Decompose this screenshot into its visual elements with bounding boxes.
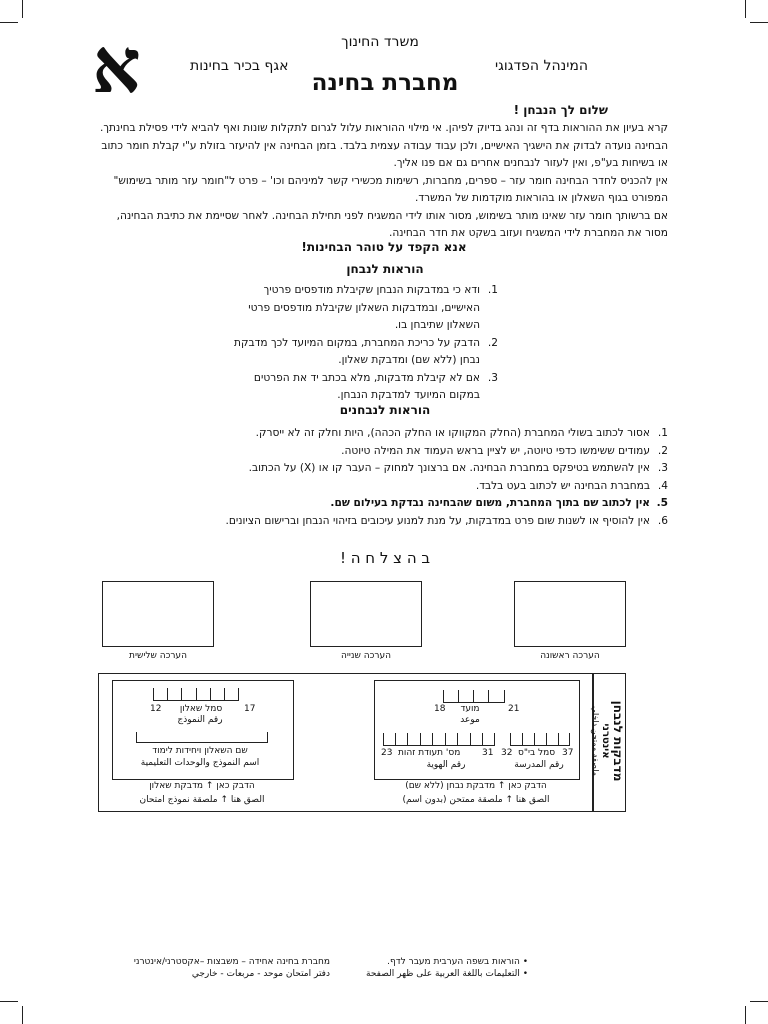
crop-mark — [22, 1006, 23, 1024]
grading-label-first: הערכה ראשונה — [540, 651, 600, 661]
list-item: 1. ודא כי במדבקות הנבחן שקיבלת מודפסים פרטיך האישיים, ובמדבקות השאלון שקיבלת מודפסים פרטי השאלון שתיבחן בו. — [248, 284, 498, 331]
crop-mark — [750, 22, 768, 23]
num-17: 17 — [244, 704, 256, 714]
school-symbol-label: סמל בי"ס — [518, 748, 556, 758]
crop-mark — [0, 1001, 18, 1002]
moed-arabic: موعد — [460, 715, 480, 725]
num-37: 37 — [562, 748, 574, 758]
questionnaire-name-line — [136, 742, 268, 743]
examinee-instructions-list — [230, 282, 498, 405]
id-label: מס' תעודת זהות — [398, 748, 461, 758]
examinee-instructions-title: הוראות לנבחן — [346, 262, 424, 276]
footer-right-hebrew: • הוראות בשפה הערבית מעבר לדף. — [387, 957, 528, 967]
sticker-side-sub: אינטרני — [600, 723, 611, 759]
list-item: 6. אין להוסיף או לשנות שום פרט במדבקות, על מנת למנוע עיכובים בזיהוי הנבחן וברישום הציונים. — [225, 514, 668, 527]
crop-mark — [22, 0, 23, 18]
grading-box-second — [310, 581, 422, 647]
greeting: שלום לך הנבחן ! — [513, 103, 608, 117]
questionnaire-name-line-left — [136, 732, 137, 743]
grading-box-first — [514, 581, 626, 647]
questionnaire-symbol-label: סמל שאלון — [179, 704, 223, 714]
list-item: 3. אין להשתמש בטיפקס במחברת הבחינה. אם ברצונך למחוק – העבר קו או (X) על הכתוב. — [248, 462, 668, 474]
list-item: 2. הדבק על כריכת המחברת, במקום המיועד לכך מדבקת נבחן (ללא שם) ומדבקת שאלון. — [234, 336, 498, 366]
footer-right-arabic: • التعليمات باللغة العربية على ظهر الصفحة — [366, 969, 528, 979]
intro-paragraph-1: קרא בעיון את ההוראות בדף זה ונהג בדיוק לפיהן. אי מילוי ההוראות עלול לגרום לתקלות שונות ואף להביא לידי פסילת בחינתך. הבחינה נועדה לבדוק את הישגיך האישיים, ולכן עבוד עבודה עצמית בלבד. בזמן הבחינה אין להיעזר בזולת ע"י קבלת חומר כתוב או בשיחות בע"פ, ואין לעזור לנבחנים אחרים גם אם פנו אליך. — [99, 122, 668, 169]
num-23: 23 — [381, 748, 393, 758]
list-item: 3. אם לא קיבלת מדבקות, מלא בכתב יד את הפרטים במקום המיועד למדבקת הנבחן. — [253, 371, 498, 401]
sticker-side-title-text: מדבקות לנבחן — [611, 700, 625, 782]
num-31: 31 — [482, 748, 494, 758]
intro-paragraph-2: אין להכניס לחדר הבחינה חומר עזר – ספרים, מחברות, רשימות מכשירי קשר למיניהם וכו' – פרט ל"חומר עזר מותר בשימוש" המפורט בגוף השאלון או בהוראות מוקדמות של המשרד. — [113, 174, 668, 204]
questionnaire-name-line-right — [267, 732, 268, 743]
list-item: 4. במחברת הבחינה יש לכתוב בעט בלבד. — [475, 479, 668, 492]
ministry-name: משרד החינוך — [341, 34, 419, 50]
footer-left-hebrew: מחברת בחינה אחידה – משבצות –אקסטרני/אינטרני — [133, 957, 330, 967]
school-arabic: رقم المدرسة — [514, 760, 564, 770]
id-arabic: رقم الهوية — [426, 760, 466, 770]
purity-notice: אנא הקפד על טוהר הבחינות! — [301, 240, 467, 254]
directorate-name: המינהל הפדגוגי — [495, 58, 588, 74]
examinees-instructions-list — [190, 425, 668, 530]
questionnaire-name-label: שם השאלון ויחידות לימוד — [152, 746, 248, 756]
crop-mark — [745, 1006, 746, 1024]
intro-paragraph-3: אם ברשותך חומר עזר שאינו מותר בשימוש, מסור אותו לידי המשגיח לפני תחילת הבחינה. לאחר שסיימת את כתיבת הבחינה, מסור את המחברת לידי המשגיח ועזוב בשקט את חדר הבחינה. — [116, 209, 668, 239]
grading-label-third: הערכה שלישית — [129, 651, 187, 661]
grading-label-second: הערכה שנייה — [341, 651, 391, 661]
examinees-instructions-title: הוראות לנבחנים — [339, 403, 431, 417]
questionnaire-paste-arabic: الصق هنا ↑ ملصقة نموذج امتحان — [139, 795, 265, 805]
moed-num-right: 21 — [508, 704, 520, 714]
intro-text — [100, 120, 668, 243]
big-letter-alef: א — [92, 21, 141, 110]
list-item: 5. אין לכתוב שם בתוך המחברת, משום שהבחינה נבדקת בעילום שם. — [330, 497, 668, 509]
footer-left-arabic: دفتر امتحان موحد - مربعات - خارجي — [191, 969, 330, 979]
num-12: 12 — [150, 704, 162, 714]
list-item: 1. אסור לכתוב בשולי המחברת (החלק המקווקו או החלק הכהה), היות וחלק זה לא ייסרק. — [255, 427, 668, 439]
examinee-paste-hebrew: הדבק כאן ↑ מדבקת נבחן (ללא שם) — [405, 781, 547, 791]
crop-mark — [745, 0, 746, 18]
moed-num-left: 18 — [434, 704, 446, 714]
grading-box-third — [102, 581, 214, 647]
department-name: אגף בכיר בחינות — [190, 58, 289, 74]
questionnaire-name-arabic: اسم النموذج والوحدات التعليمية — [140, 758, 260, 768]
id-number-field — [383, 733, 495, 746]
good-luck: ב ה צ ל ח ה ! — [339, 549, 431, 567]
school-symbol-field — [510, 733, 570, 746]
num-32: 32 — [501, 748, 513, 758]
list-item: 2. עמודים ששימשו כדפי טיוטה, יש לציין בראש העמוד את המילה טיוטה. — [341, 444, 668, 457]
crop-mark — [0, 22, 18, 23]
crop-mark — [750, 1001, 768, 1002]
questionnaire-paste-hebrew: הדבק כאן ↑ מדבקת שאלון — [149, 781, 255, 791]
booklet-title: מחברת בחינה — [311, 70, 459, 96]
questionnaire-symbol-arabic: رقم النموذج — [177, 715, 223, 725]
moed-field — [443, 690, 505, 703]
moed-label: מועד — [460, 704, 480, 714]
sticker-side-arabic: ملصقة ممتحن داخلي — [591, 706, 600, 776]
questionnaire-symbol-field — [153, 688, 239, 701]
examinee-paste-arabic: الصق هنا ↑ ملصقة ممتحن (بدون اسم) — [402, 795, 550, 805]
